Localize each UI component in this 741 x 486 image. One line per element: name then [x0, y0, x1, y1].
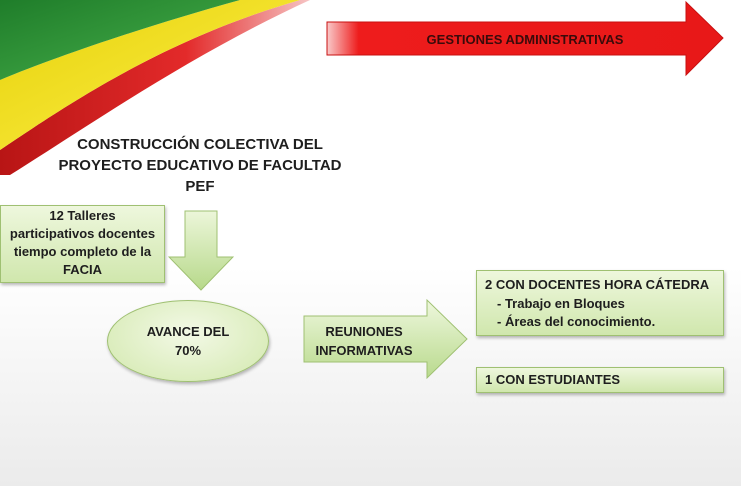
reuniones-line-1: REUNIONES [325, 324, 403, 339]
estudiantes-label: 1 CON ESTUDIANTES [485, 372, 621, 387]
avance-line-2: 70% [174, 343, 202, 358]
title-line-2: PROYECTO EDUCATIVO DE FACULTAD [58, 157, 342, 174]
avance-ellipse [107, 300, 269, 382]
talleres-box [0, 205, 165, 283]
docentes-heading: 2 CON DOCENTES HORA CÁTEDRA [485, 277, 710, 292]
talleres-line-1: 12 Talleres [49, 208, 116, 223]
page-title [50, 134, 350, 197]
title-line-3: PEF [185, 178, 215, 195]
talleres-line-2: participativos docentes [9, 226, 156, 241]
reuniones-line-2: INFORMATIVAS [315, 343, 413, 358]
estudiantes-box [476, 367, 724, 393]
talleres-line-3: tiempo completo de la [13, 244, 152, 259]
header-label: GESTIONES ADMINISTRATIVAS [426, 32, 624, 47]
avance-line-1: AVANCE DEL [146, 324, 230, 339]
docentes-item-areas: - Áreas del conocimiento. [497, 314, 656, 329]
docentes-box [476, 270, 724, 336]
docentes-item-bloques: - Trabajo en Bloques [497, 295, 625, 311]
down-arrow-shape [168, 210, 234, 292]
talleres-line-4: FACIA [63, 262, 102, 277]
title-line-1: CONSTRUCCIÓN COLECTIVA DEL [77, 136, 323, 153]
reuniones-label [304, 322, 424, 360]
